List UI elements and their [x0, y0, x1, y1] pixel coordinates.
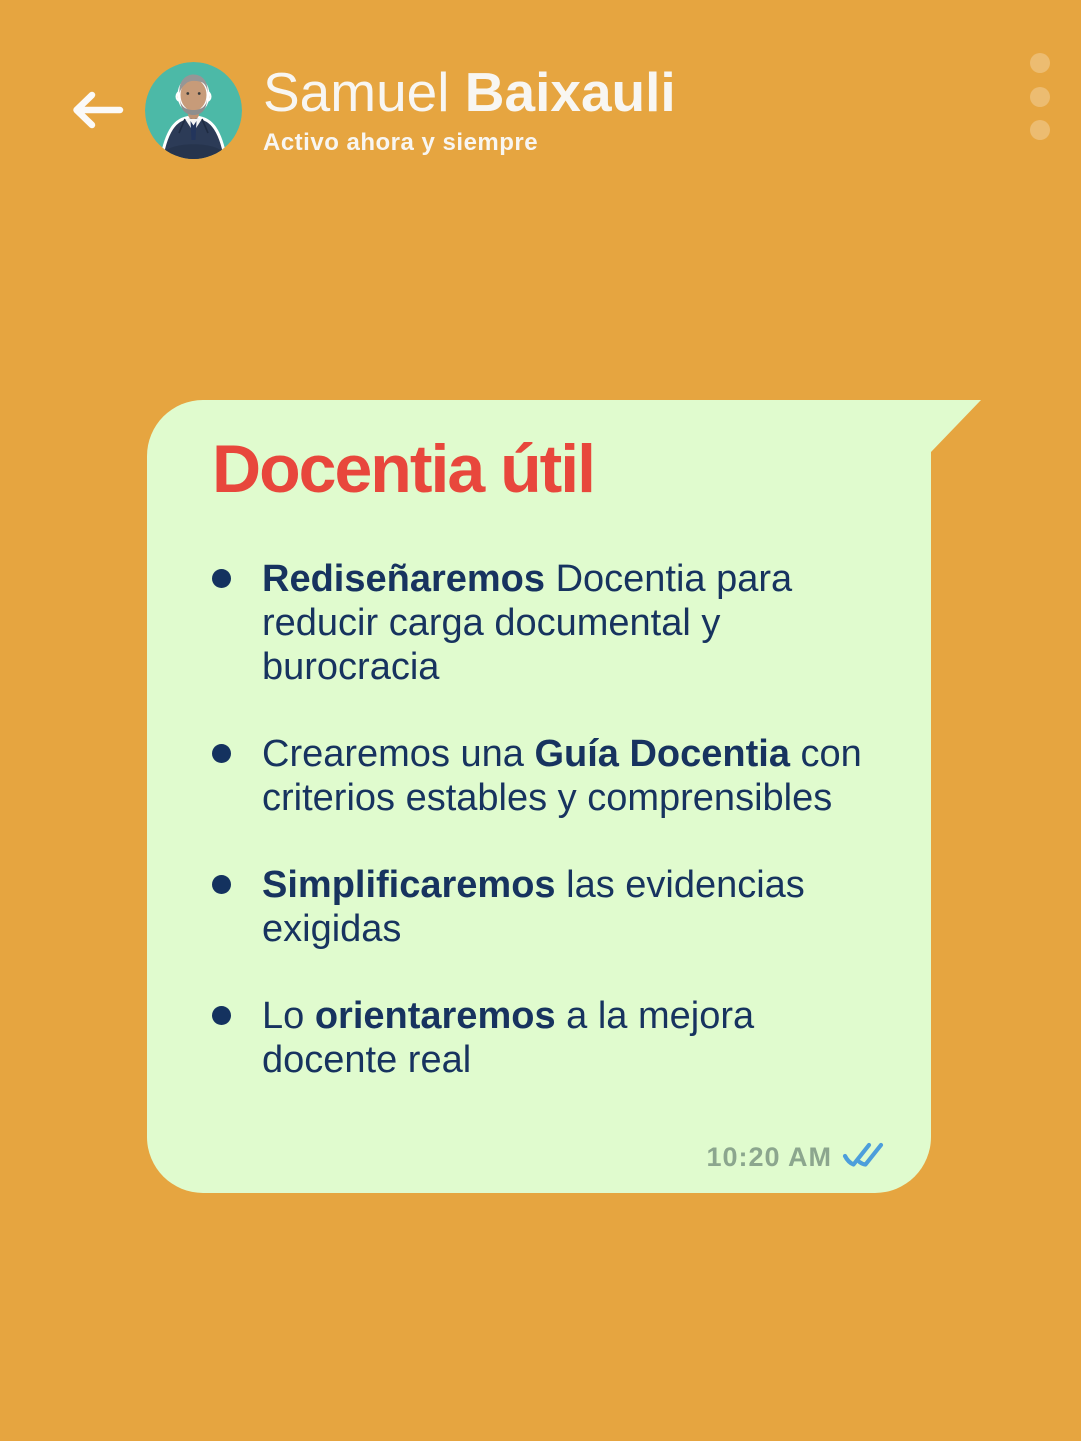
bullet-item: [212, 557, 931, 689]
kebab-menu-icon: [1030, 120, 1050, 140]
kebab-menu-icon: [1030, 87, 1050, 107]
bullet-dot: [212, 569, 231, 588]
bullet-dot: [212, 875, 231, 894]
bullet-text: Crearemos una Guía Docentia con criterios estables y comprensibles: [262, 733, 862, 819]
bullet-text: Simplificaremos las evidencias exigidas: [262, 864, 805, 950]
message-bubble[interactable]: [147, 400, 931, 1193]
bullet-item: [212, 994, 931, 1082]
contact-photo: [145, 146, 242, 159]
bullet-text: Rediseñaremos Docentia para reducir carga documental y burocracia: [262, 558, 793, 688]
contact-first-name: Samuel: [263, 61, 450, 123]
arrow-left-icon: [66, 124, 128, 139]
menu-button[interactable]: [1030, 53, 1050, 140]
bullet-dot: [212, 744, 231, 763]
timestamp: 10:20 AM: [706, 1141, 832, 1172]
contact-name: [263, 61, 676, 123]
avatar[interactable]: [145, 62, 242, 159]
back-button[interactable]: [66, 84, 128, 136]
bullet-dot: [212, 1006, 231, 1025]
message-meta: [706, 1139, 886, 1175]
kebab-menu-icon: [1030, 53, 1050, 73]
contact-last-name: Baixauli: [464, 61, 676, 123]
contact-status: Activo ahora y siempre: [263, 129, 539, 156]
bullet-text: Lo orientaremos a la mejora docente real: [262, 995, 755, 1081]
bullet-item: [212, 732, 931, 820]
read-receipt-double-check-icon: [842, 1139, 886, 1175]
contact-info[interactable]: [263, 61, 676, 158]
bullet-item: [212, 863, 931, 951]
message-title: Docentia útil: [212, 431, 595, 507]
bullet-list: [147, 557, 931, 1082]
bubble-tail: [931, 400, 981, 452]
